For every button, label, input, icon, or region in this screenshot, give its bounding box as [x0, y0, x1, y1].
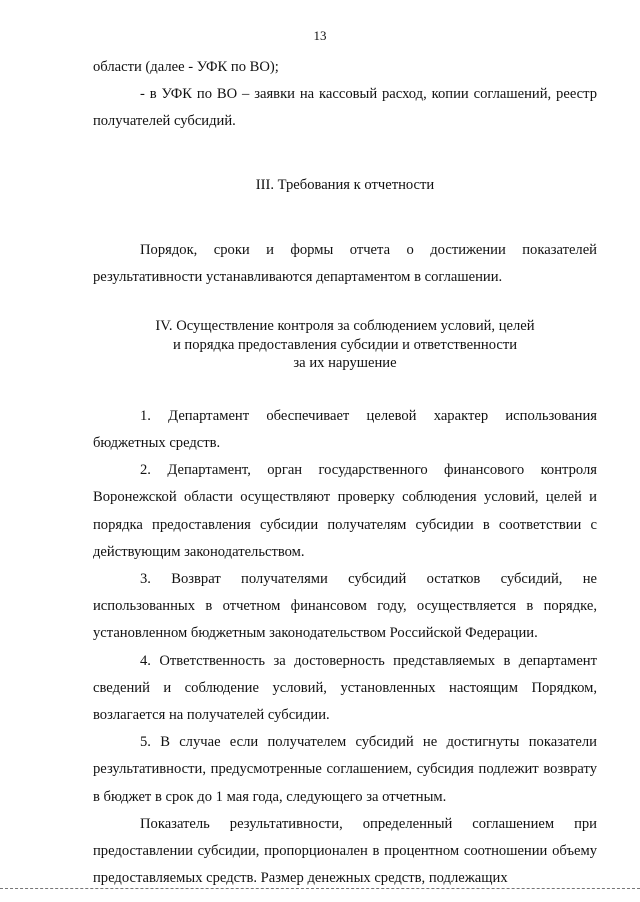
section-heading-reporting: III. Требования к отчетности: [255, 176, 435, 193]
document-body: [93, 54, 597, 892]
paragraph-indicator: Показатель результативности, определенный соглашением при предоставлении субсидии, пропорционален в процентном соотношении объему предоставляемых средств. Размер денежных средств, подлежащих: [93, 815, 597, 887]
paragraph-ufk-documents: - в УФК по ВО – заявки на кассовый расход, копии соглашений, реестр получателей субсидий.: [93, 86, 597, 130]
paragraph-item-5: 5. В случае если получателем субсидий не достигнуты показатели результативности, предусмотренные соглашением, субсидия подлежит возврату в бюджет в срок до 1 мая года, следующего за отчетным.: [93, 734, 597, 805]
page-bottom-divider: [0, 888, 640, 889]
paragraph-item-1: 1. Департамент обеспечивает целевой характер использования бюджетных средств.: [93, 407, 597, 451]
paragraph-ufk-definition: области (далее - УФК по ВО);: [93, 59, 279, 75]
section-heading-control-line-2: и порядка предоставления субсидии и ответственности: [172, 336, 518, 353]
paragraph-reporting: Порядок, сроки и формы отчета о достижении показателей результативности устанавливаются департаментом в соглашении.: [93, 241, 597, 286]
section-heading-control-line-1: IV. Осуществление контроля за соблюдением условий, целей: [155, 318, 535, 335]
paragraph-item-3: 3. Возврат получателями субсидий остатков субсидий, не использованных в отчетном финансовом году, осуществляется в порядке, установленном бюджетным законодательством Российской Федерации.: [93, 570, 597, 642]
paragraph-item-2: 2. Департамент, орган государственного финансового контроля Воронежской области осуществляют проверку соблюдения условий, целей и порядка предоставления субсидии получателям субсидии в соответствии с действующим законодательством.: [93, 462, 597, 560]
section-heading-control-line-3: за их нарушение: [293, 355, 397, 372]
paragraph-item-4: 4. Ответственность за достоверность представляемых в департамент сведений и соблюдение условий, установленных настоящим Порядком, возлагается на получателей субсидии.: [93, 652, 597, 723]
page-number: 13: [313, 28, 327, 43]
section-heading-control: [93, 317, 597, 373]
